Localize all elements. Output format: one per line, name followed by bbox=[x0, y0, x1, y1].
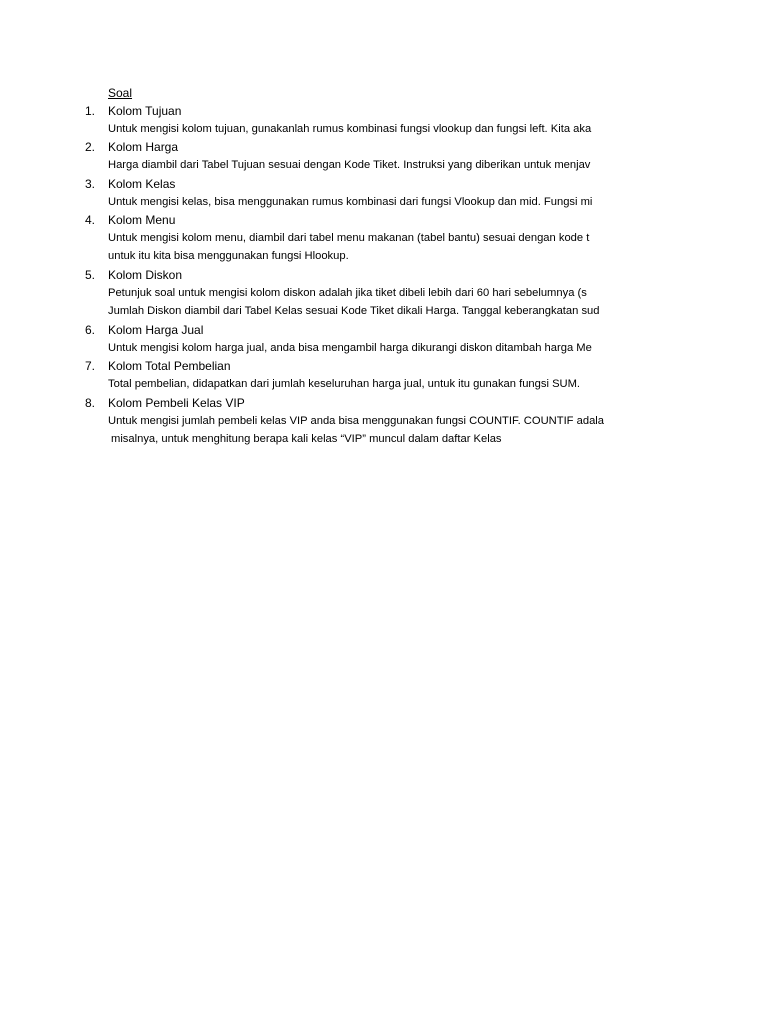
item-number: 2. bbox=[85, 140, 96, 154]
item-number: 1. bbox=[85, 104, 96, 118]
item-title: Kolom Diskon bbox=[108, 268, 183, 282]
item-description: Harga diambil dari Tabel Tujuan sesuai dengan Kode Tiket. Instruksi yang diberikan untuk menjav bbox=[108, 159, 591, 171]
item-title: Kolom Pembeli Kelas VIP bbox=[108, 396, 245, 410]
item-description: Untuk mengisi kelas, bisa menggunakan rumus kombinasi dari fungsi Vlookup dan mid. Fungsi mi bbox=[108, 196, 593, 208]
section-heading: Soal bbox=[108, 86, 133, 100]
item-description: Petunjuk soal untuk mengisi kolom diskon adalah jika tiket dibeli lebih dari 60 hari sebelumnya (s bbox=[108, 287, 587, 299]
item-description: Untuk mengisi kolom menu, diambil dari tabel menu makanan (tabel bantu) sesuai dengan kode t bbox=[108, 232, 590, 244]
item-description: untuk itu kita bisa menggunakan fungsi Hlookup. bbox=[108, 250, 349, 262]
document-body bbox=[0, 82, 669, 462]
item-number: 5. bbox=[85, 268, 96, 282]
item-number: 7. bbox=[85, 359, 96, 373]
item-number: 4. bbox=[85, 213, 96, 227]
item-description: misalnya, untuk menghitung berapa kali kelas “VIP” muncul dalam daftar Kelas bbox=[111, 433, 502, 445]
item-description: Untuk mengisi kolom harga jual, anda bisa mengambil harga dikurangi diskon ditambah harga Me bbox=[108, 342, 592, 354]
item-description: Untuk mengisi kolom tujuan, gunakanlah rumus kombinasi fungsi vlookup dan fungsi left. Kita aka bbox=[108, 123, 592, 135]
item-title: Kolom Harga Jual bbox=[108, 323, 204, 337]
item-description: Jumlah Diskon diambil dari Tabel Kelas sesuai Kode Tiket dikali Harga. Tanggal keberangkatan sud bbox=[108, 305, 600, 317]
item-title: Kolom Harga bbox=[108, 140, 179, 154]
item-description: Untuk mengisi jumlah pembeli kelas VIP anda bisa menggunakan fungsi COUNTIF. COUNTIF adala bbox=[108, 415, 605, 427]
item-number: 8. bbox=[85, 396, 96, 410]
item-title: Kolom Kelas bbox=[108, 177, 176, 191]
item-title: Kolom Menu bbox=[108, 213, 176, 227]
item-number: 3. bbox=[85, 177, 96, 191]
item-number: 6. bbox=[85, 323, 96, 337]
item-description: Total pembelian, didapatkan dari jumlah keseluruhan harga jual, untuk itu gunakan fungsi SUM. bbox=[108, 378, 581, 390]
item-title: Kolom Tujuan bbox=[108, 104, 182, 118]
item-title: Kolom Total Pembelian bbox=[108, 359, 231, 373]
